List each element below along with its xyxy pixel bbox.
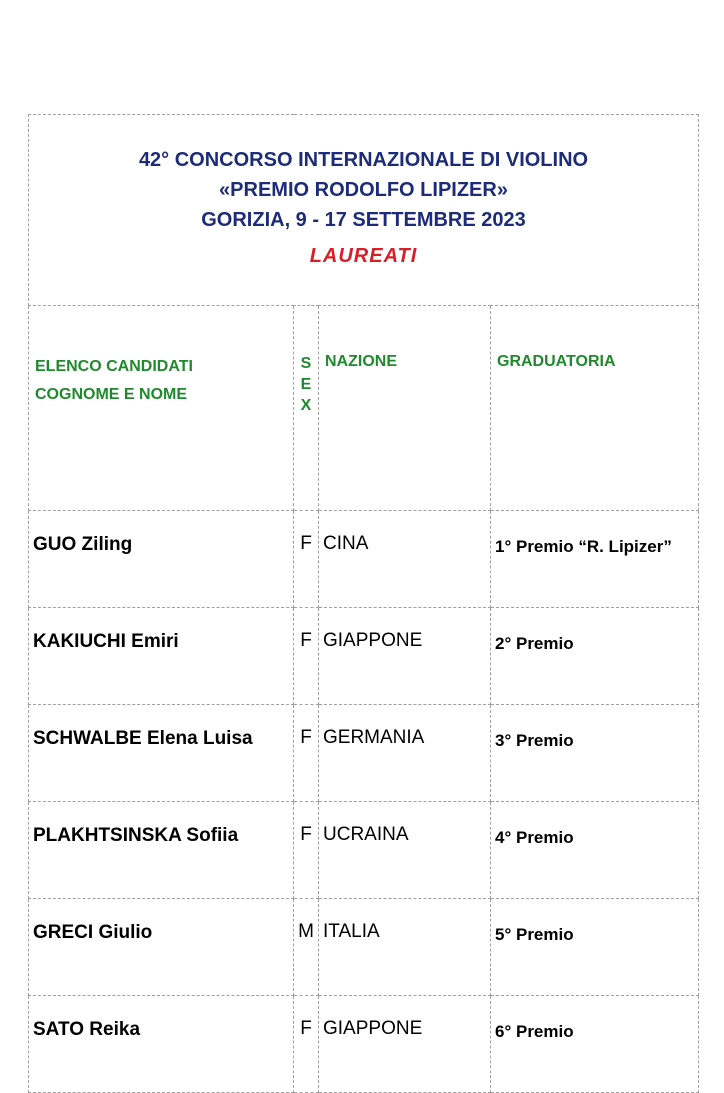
candidate-nation: GERMANIA [319,705,491,802]
candidate-prize: 3° Premio [491,705,699,802]
table-row [29,996,699,1093]
table-row [29,802,699,899]
candidate-nation: GIAPPONE [319,608,491,705]
candidate-prize: 5° Premio [491,899,699,996]
candidate-sex: F [294,705,319,802]
candidate-prize: 2° Premio [491,608,699,705]
candidate-sex: F [294,608,319,705]
competition-title: 42° CONCORSO INTERNAZIONALE DI VIOLINO [138,149,589,171]
candidate-name: SCHWALBE Elena Luisa [29,705,294,802]
place-and-dates: GORIZIA, 9 - 17 SETTEMBRE 2023 [201,209,526,231]
candidate-prize: 1° Premio “R. Lipizer” [491,511,699,608]
sex-letter: E [300,376,312,393]
laureati-subtitle: LAUREATI [309,245,418,267]
candidate-nation: UCRAINA [319,802,491,899]
candidate-nation: CINA [319,511,491,608]
candidate-prize: 4° Premio [491,802,699,899]
table-row [29,705,699,802]
column-header-name [29,306,294,511]
candidate-nation: GIAPPONE [319,996,491,1093]
table-row [29,899,699,996]
column-header-nation: NAZIONE [319,306,491,511]
candidate-name: SATO Reika [29,996,294,1093]
sex-letter: X [300,397,312,414]
column-header-name-line1: ELENCO CANDIDATI [35,358,193,375]
candidate-name: KAKIUCHI Emiri [29,608,294,705]
candidate-name: GRECI Giulio [29,899,294,996]
candidate-nation: ITALIA [319,899,491,996]
candidate-sex: F [294,996,319,1093]
column-header-sex [294,306,319,511]
candidate-name: GUO Ziling [29,511,294,608]
candidate-sex: M [294,899,319,996]
table-row [29,608,699,705]
table-row [29,511,699,608]
column-header-ranking: GRADUATORIA [491,306,699,511]
candidate-name: PLAKHTSINSKA Sofiia [29,802,294,899]
title-block [29,115,698,268]
column-header-name-line2: COGNOME E NOME [35,386,188,403]
candidate-sex: F [294,802,319,899]
candidate-sex: F [294,511,319,608]
laureates-table [28,114,699,1093]
column-header-row [29,306,699,511]
candidate-prize: 6° Premio [491,996,699,1093]
sex-letter: S [300,355,312,372]
title-cell [29,115,699,306]
prize-title: «PREMIO RODOLFO LIPIZER» [219,179,508,201]
